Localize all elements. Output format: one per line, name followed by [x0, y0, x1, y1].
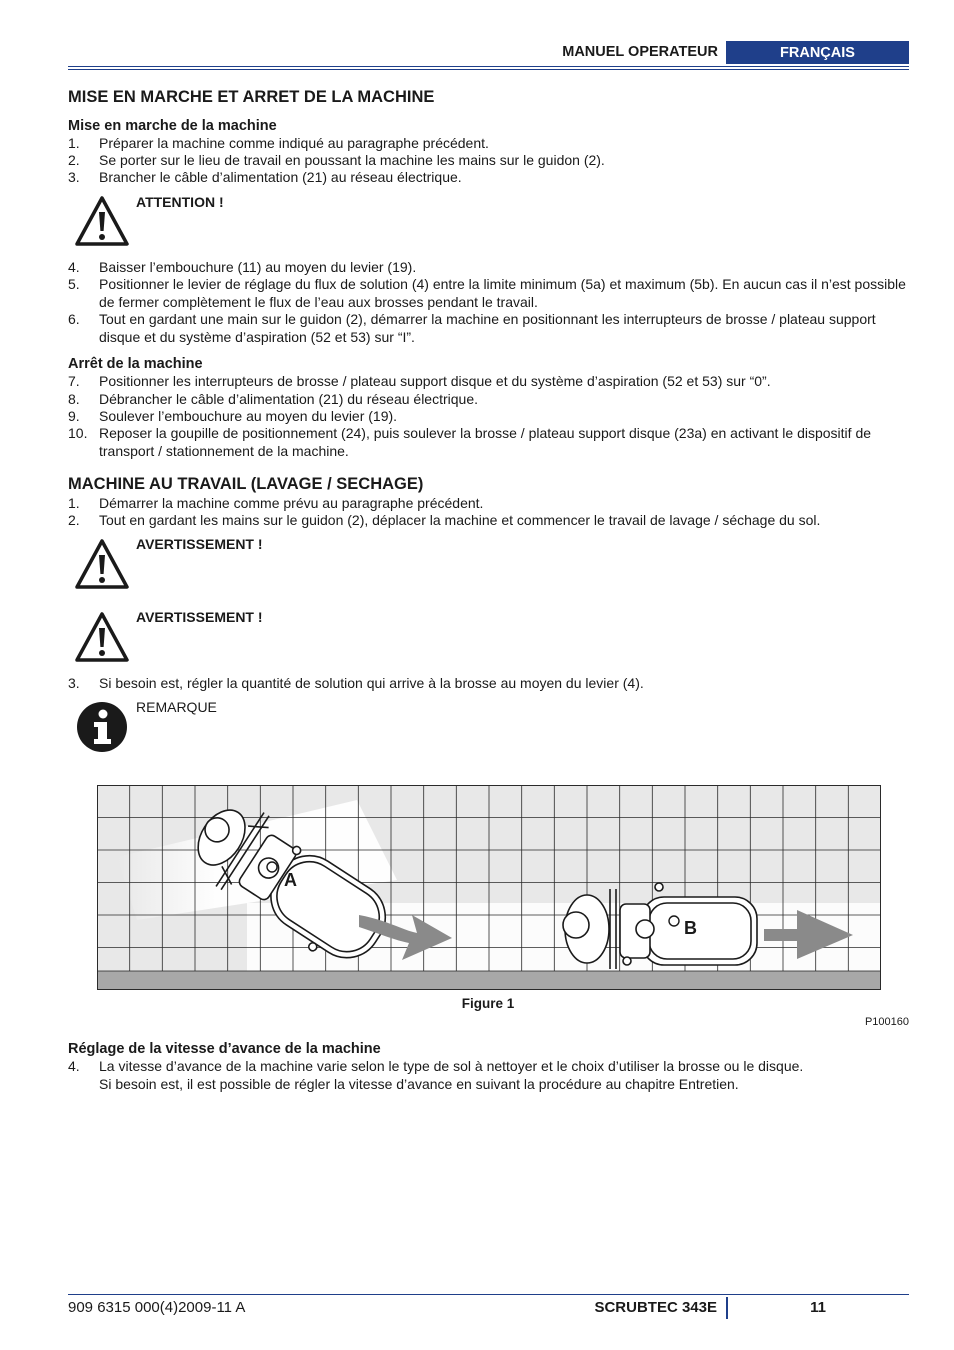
list-number: 3.: [68, 675, 80, 691]
page-number: 11: [810, 1299, 826, 1316]
subsection-title-start: Mise en marche de la machine: [68, 118, 277, 134]
list-text: Se porter sur le lieu de travail en poussant la machine les mains sur le guidon (2).: [99, 152, 605, 168]
list-item: [68, 152, 909, 170]
list-item: [68, 425, 909, 460]
list-text: Démarrer la machine comme prévu au paragraphe précédent.: [99, 495, 484, 511]
list-number: 6.: [68, 311, 80, 327]
list-item: [68, 512, 909, 530]
list-text: Débrancher le câble d’alimentation (21) du réseau électrique.: [99, 391, 478, 407]
model-name: SCRUBTEC 343E: [594, 1299, 717, 1316]
document-reference: 909 6315 000(4)2009-11 A: [68, 1299, 246, 1316]
manual-title: MANUEL OPERATEUR: [562, 44, 718, 60]
header-rule: [68, 66, 909, 67]
figure-label-a: A: [284, 870, 297, 890]
list-number: 3.: [68, 169, 80, 185]
list-text: Baisser l’embouchure (11) au moyen du levier (19).: [99, 259, 417, 275]
list-item: [68, 276, 909, 311]
language-badge: FRANÇAIS: [726, 41, 909, 64]
figure-label-b: B: [684, 918, 697, 938]
list-item: [68, 135, 909, 153]
list-number: 10.: [68, 425, 88, 441]
list-number: 2.: [68, 512, 80, 528]
list-text: Positionner les interrupteurs de brosse / plateau support disque et du système d’aspiration (52 et 53) sur “0”.: [99, 373, 771, 389]
list-item: [68, 391, 909, 409]
section-title-working: MACHINE AU TRAVAIL (LAVAGE / SECHAGE): [68, 475, 424, 493]
list-number: 8.: [68, 391, 80, 407]
list-item: [68, 373, 909, 391]
list-text: Reposer la goupille de positionnement (24), puis soulever la brosse / plateau support disque (23a) en activant le dispositif de transport / stationnement de la machine.: [99, 425, 872, 459]
warning-triangle-icon: [74, 611, 130, 663]
list-number: 2.: [68, 152, 80, 168]
list-item: [68, 675, 909, 693]
list-number: 1.: [68, 495, 80, 511]
list-text: La vitesse d’avance de la machine varie selon le type de sol à nettoyer et le choix d’utiliser la brosse ou le disque.: [99, 1058, 804, 1074]
list-text: Si besoin est, régler la quantité de solution qui arrive à la brosse au moyen du levier (4).: [99, 675, 644, 691]
list-text: Brancher le câble d’alimentation (21) au réseau électrique.: [99, 169, 462, 185]
list-text: Soulever l’embouchure au moyen du levier (19).: [99, 408, 398, 424]
note-label: REMARQUE: [136, 699, 217, 715]
list-number: 5.: [68, 276, 80, 292]
list-number: 4.: [68, 259, 80, 275]
list-number: 9.: [68, 408, 80, 424]
list-text: Tout en gardant les mains sur le guidon (2), déplacer la machine et commencer le travail de lavage / séchage du sol.: [99, 512, 821, 528]
list-item: [68, 495, 909, 513]
list-item: [68, 259, 909, 277]
list-item: [68, 1058, 909, 1093]
footer-rule: [68, 1294, 909, 1295]
list-item: [68, 311, 909, 346]
list-text-2: Si besoin est, il est possible de régler la vitesse d’avance en suivant la procédure au chapitre Entretien.: [99, 1075, 739, 1092]
warning-label: AVERTISSEMENT !: [136, 609, 263, 625]
list-text: Tout en gardant une main sur le guidon (2), démarrer la machine en positionnant les interrupteurs de brosse / plateau support disque et du système d’aspiration (52 et 53) sur “I”.: [99, 311, 876, 345]
figure-code: P100160: [864, 1016, 909, 1028]
section-title-start-stop: MISE EN MARCHE ET ARRET DE LA MACHINE: [68, 88, 435, 106]
header-rule-2: [68, 69, 909, 70]
footer-divider: [726, 1297, 728, 1319]
figure-1-illustration: [97, 785, 881, 990]
info-icon: [76, 701, 128, 753]
warning-label: AVERTISSEMENT !: [136, 536, 263, 552]
list-item: [68, 169, 909, 187]
subsection-title-speed: Réglage de la vitesse d’avance de la machine: [68, 1041, 381, 1057]
list-number: 4.: [68, 1058, 80, 1074]
list-text: Préparer la machine comme indiqué au paragraphe précédent.: [99, 135, 489, 151]
warning-triangle-icon: [74, 538, 130, 590]
list-number: 1.: [68, 135, 80, 151]
list-text: Positionner le levier de réglage du flux de solution (4) entre la limite minimum (5a) et maximum (5b). En aucun cas il n’est possible de fermer complètement le flux de l’eau aux brosses pendant le travail.: [99, 276, 906, 310]
warning-triangle-icon: [74, 195, 130, 247]
subsection-title-stop: Arrêt de la machine: [68, 356, 203, 372]
warning-label: ATTENTION !: [136, 194, 224, 210]
list-item: [68, 408, 909, 426]
list-number: 7.: [68, 373, 80, 389]
figure-caption: Figure 1: [461, 996, 515, 1011]
